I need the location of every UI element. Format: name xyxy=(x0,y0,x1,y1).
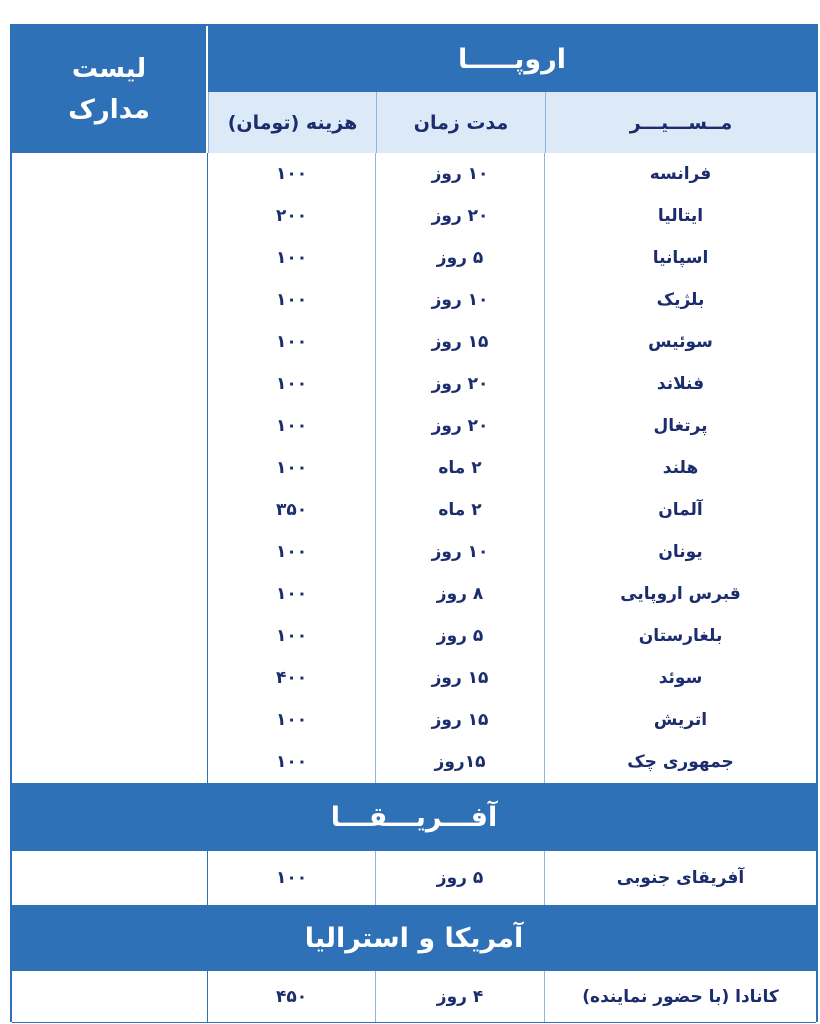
cost-cell: ۱۰۰ xyxy=(208,615,376,657)
column-header-cost: هزینه (تومان) xyxy=(208,92,376,153)
documents-cell[interactable] xyxy=(12,153,208,195)
table-row xyxy=(12,971,816,1023)
table-header xyxy=(12,26,816,153)
route-cell: اتریش xyxy=(653,710,708,730)
route-cell: پرتغال xyxy=(653,416,708,436)
duration-cell: ۱۰ روز xyxy=(376,531,545,573)
docs-header-line1: لیست xyxy=(71,54,147,85)
duration-cell: ۱۵ روز xyxy=(376,699,545,741)
route-cell: اسپانیا xyxy=(652,248,709,268)
duration-cell: ۵ روز xyxy=(376,615,545,657)
section-america-australia xyxy=(12,905,816,971)
table-row xyxy=(12,447,816,490)
duration-cell: ۵ روز xyxy=(376,237,545,279)
route-cell: آلمان xyxy=(658,500,703,520)
duration-cell: ۱۵ روز xyxy=(376,321,545,363)
documents-cell[interactable] xyxy=(12,195,208,237)
table-row xyxy=(12,405,816,448)
documents-cell[interactable] xyxy=(12,363,208,405)
duration-cell: ۱۰ روز xyxy=(376,279,545,321)
documents-cell[interactable] xyxy=(12,447,208,489)
section-title-africa: آفـــریـــقـــا xyxy=(330,801,498,833)
documents-cell[interactable] xyxy=(12,741,208,783)
route-cell: هلند xyxy=(662,458,699,478)
duration-cell: ۴ روز xyxy=(376,971,545,1022)
cost-cell: ۱۰۰ xyxy=(208,573,376,615)
cost-cell: ۱۰۰ xyxy=(208,405,376,447)
route-cell: فنلاند xyxy=(656,374,705,394)
table-row xyxy=(12,279,816,322)
column-header-duration: مدت زمان xyxy=(376,92,545,153)
route-cell: بلغارستان xyxy=(638,626,723,646)
route-cell: آفریقای جنوبی xyxy=(616,868,745,888)
duration-cell: ۲۰ روز xyxy=(376,405,545,447)
table-row xyxy=(12,531,816,574)
route-cell: سوئیس xyxy=(648,332,713,352)
route-cell: فرانسه xyxy=(649,164,712,184)
cost-cell: ۳۵۰ xyxy=(208,489,376,531)
cost-cell: ۱۰۰ xyxy=(208,237,376,279)
documents-cell[interactable] xyxy=(12,531,208,573)
documents-cell[interactable] xyxy=(12,237,208,279)
route-cell: جمهوری چک xyxy=(627,752,734,772)
cost-cell: ۴۰۰ xyxy=(208,657,376,699)
documents-cell[interactable] xyxy=(12,851,208,905)
cost-cell: ۱۰۰ xyxy=(208,363,376,405)
documents-cell[interactable] xyxy=(12,657,208,699)
cost-cell: ۱۰۰ xyxy=(208,531,376,573)
visa-price-table xyxy=(10,24,818,1022)
duration-cell: ۱۵روز xyxy=(376,741,545,783)
cost-cell: ۱۰۰ xyxy=(208,741,376,783)
table-row xyxy=(12,573,816,616)
table-row xyxy=(12,237,816,280)
table-row xyxy=(12,195,816,238)
section-africa xyxy=(12,783,816,851)
documents-list-header xyxy=(12,26,208,153)
documents-cell[interactable] xyxy=(12,615,208,657)
duration-cell: ۲۰ روز xyxy=(376,195,545,237)
documents-cell[interactable] xyxy=(12,573,208,615)
table-row xyxy=(12,489,816,532)
table-row xyxy=(12,657,816,700)
table-row xyxy=(12,615,816,658)
route-cell: یونان xyxy=(658,542,703,562)
duration-cell: ۲ ماه xyxy=(376,489,545,531)
section-title-america-australia: آمریکا و استرالیا xyxy=(304,922,524,954)
duration-cell: ۲ ماه xyxy=(376,447,545,489)
documents-cell[interactable] xyxy=(12,699,208,741)
documents-cell[interactable] xyxy=(12,971,208,1022)
table-row xyxy=(12,363,816,406)
table-row xyxy=(12,321,816,364)
route-cell: بلژیک xyxy=(656,290,705,310)
cost-cell: ۱۰۰ xyxy=(208,447,376,489)
cost-cell: ۱۰۰ xyxy=(208,279,376,321)
route-cell: ایتالیا xyxy=(657,206,704,226)
cost-cell: ۴۵۰ xyxy=(208,971,376,1022)
column-header-route: مــســـیـــر xyxy=(545,92,816,153)
duration-cell: ۸ روز xyxy=(376,573,545,615)
cost-cell: ۱۰۰ xyxy=(208,699,376,741)
cost-cell: ۱۰۰ xyxy=(208,851,376,905)
route-cell: قبرس اروپایی xyxy=(620,584,741,604)
cost-cell: ۲۰۰ xyxy=(208,195,376,237)
table-row xyxy=(12,741,816,784)
duration-cell: ۲۰ روز xyxy=(376,363,545,405)
docs-header-line2: مدارک xyxy=(68,94,150,125)
route-cell: سوئد xyxy=(658,668,703,688)
duration-cell: ۱۰ روز xyxy=(376,153,545,195)
documents-cell[interactable] xyxy=(12,321,208,363)
duration-cell: ۵ روز xyxy=(376,851,545,905)
table-row xyxy=(12,153,816,196)
table-row xyxy=(12,851,816,906)
table-row xyxy=(12,699,816,742)
documents-cell[interactable] xyxy=(12,279,208,321)
documents-cell[interactable] xyxy=(12,489,208,531)
section-title-europe: اروپـــــا xyxy=(208,26,816,92)
documents-cell[interactable] xyxy=(12,405,208,447)
cost-cell: ۱۰۰ xyxy=(208,321,376,363)
duration-cell: ۱۵ روز xyxy=(376,657,545,699)
cost-cell: ۱۰۰ xyxy=(208,153,376,195)
route-cell: کانادا (با حضور نماینده) xyxy=(582,986,779,1007)
